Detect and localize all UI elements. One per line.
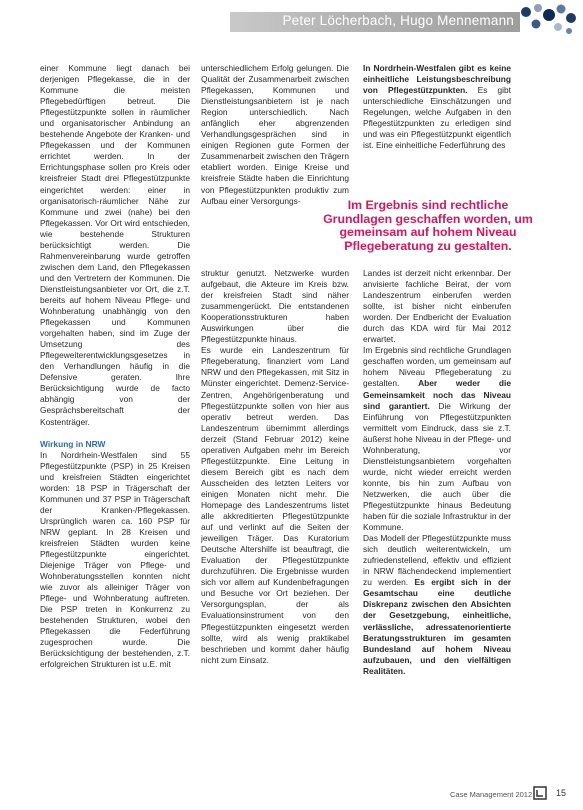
text: Im Ergebnis sind rechtliche Grundlagen geschaffen worden, um gemeinsam auf hohem Niveau Pflegeberatung zu gestalten. bbox=[363, 345, 511, 389]
dot-pattern-icon bbox=[516, 2, 578, 36]
text: Das Modell der Pflegestützpunkte muss sich deutlich weiterentwickeln, um zufriedenstellend, effektiv und effizient in NRW flächendeckend implementiert zu werden. bbox=[363, 533, 511, 588]
paragraph: In Nordrhein-Westfalen sind 55 Pflegestützpunkte (PSP) in 25 Kreisen und kreisfreien Städten eingerichtet worden: 18 PSP in Trägerschaft der Kommunen und 37 PSP in Trägerschaft der Kranken-/Pflegekassen. Ursprünglich waren ca. 160 PSP für NRW geplant. In 28 Kreisen und kreisfreien Städten wurden keine Pflegestützpunkte eingerichtet. Diejenige Träger von Pflege- und Wohnberatungsstellen konnten nicht wie zuvor als alleiniger Träger von Pflege- und Wohnberatung auftreten. Die PSP treten in Konkurrenz zu bestehenden Strukturen, wobei den Pflegekassen die Federführung zugesprochen wurde. Die Berücksichtigung der bestehenden, z.T. erfolgreichen Strukturen ist u.E. mit bbox=[40, 449, 190, 670]
text: Die Wirkung der Einführung von Pflegestützpunkten vermittelt vom Eindruck, dass sie z.T. äußerst hohe Niveau in der Pflege- und Wohnberatung, vor Dienstleistungsanbietern vorgehalten wurde, nicht wieder erreicht werden konnte, bis hin zum Aufbau von Netzwerken, die auch über die Pflegestützpunkte hinaus Bedeutung haben für die soziale Infrastruktur in der Kommune. bbox=[363, 400, 511, 533]
paragraph bbox=[363, 345, 511, 533]
footer-magazine: Case Management 2012 bbox=[450, 790, 533, 799]
paragraph: einer Kommune liegt danach bei derjenigen Pflegekasse, die in der Kommune die meisten Pflegebedürftigen betreut. Die Pflegestützpunkte sollen in räumlicher und organisatorischer Anbindung an bestehende Angebote der Kranken- und Pflegekassen und der Kommunen errichtet werden. In der Errichtungsphase sollen pro Kreis oder kreisfreier Stadt drei Pflegestützpunkte eingerichtet werden: einer in organisatorisch-räumlicher Nähe zur Kommune und zwei (nahe) bei den Pflegekassen. Vor Ort wird entschieden, wie bestehende Strukturen berücksichtigt werden. Die Rahmenvereinbarung wurde getroffen zwischen dem Land, den Pflegekassen und den Vertretern der Kommunen. Die Dienstleistungsanbieter vor Ort, die z.T. bereits auf hohem Niveau Pflege- und Wohnberatung unabhängig von den Pflegekassen und Kommunen vorgehalten haben, sind im Zuge der Umsetzung des Pflegeweiterentwicklungsgesetzes in den Verhandlungen häufig in die Defensive geraten. Ihre Berücksichtigung wurde de facto abhängig von der Gesprächsbereitschaft der Kostenträger. bbox=[40, 63, 190, 427]
page-number: 15 bbox=[556, 788, 567, 798]
paragraph: Es wurde ein Landeszentrum für Pflegeberatung, finanziert vom Land NRW und den Pflegekassen, mit Sitz in Münster eingerichtet. Demenz-Service-Zentren, Angehörigenberatung und Pflegestützpunkte sollen von hier aus operativ betreut werden. Das Landeszentrum übernimmt allerdings derzeit (Stand Februar 2012) keine operativen Aufgaben mehr im Bereich Pflegestützpunkte. Eine Leitung in diesem Bereich gibt es nach dem Ausscheiden des letzten Leiters vor einigen Monaten nicht mehr. Die Homepage des Landeszentrums listet alle akkreditierten Pflegestützpunkte auf und verlinkt auf die Seiten der jeweiligen Träger. Das Kuratorium Deutsche Altershilfe ist beauftragt, die Evaluation der Pflegestützpunkte durchzuführen. Die Ergebnisse wurden sich vor allem auf Kundenbefragungen und Besuche vor Ort beziehen. Der Versorgungsplan, der als Evaluationsinstrument von den Pflegestützpunkten eingesetzt werden sollte, wird als wenig praktikabel beschrieben und kommt daher häufig nicht zum Einsatz. bbox=[201, 345, 349, 665]
section-heading: Wirkung in NRW bbox=[40, 438, 106, 449]
paragraph: struktur genutzt. Netzwerke wurden aufgebaut, die Akteure im Kreis bzw. der kreisfreien Stadt sind näher zusammengerückt. Die entstandenen Kooperationsstrukturen haben Auswirkungen über die Pflegestützpunkte hinaus. bbox=[201, 268, 349, 345]
paragraph bbox=[363, 533, 511, 677]
header-bar bbox=[230, 12, 520, 32]
pull-quote: Im Ergebnis sind rechtliche Grundlagen geschaffen worden, um gemeinsam auf hohem Niveau Pflegeberatung zu gestalten. bbox=[318, 196, 538, 256]
column-2 bbox=[201, 63, 349, 783]
paragraph: unterschiedlichem Erfolg gelungen. Die Qualität der Zusammenarbeit zwischen Pflegekassen, Kommunen und Dienstleistungsanbietern ist je nach Region unterschiedlich. Nach anfänglich eher abgrenzenden Verhandlungsgesprächen sind in einigen Regionen gute Formen der Zusammenarbeit zwischen den Trägern etabliert worden. Einige Kreise und kreisfreie Städte haben die Einrichtung von Pflegestützpunkten produktiv zum Aufbau einer Versorgungs- bbox=[201, 63, 349, 206]
bold-text: Es ergibt sich in der Gesamtschau eine deutliche Diskrepanz zwischen den Absichten der Gesetzgebung, einheitliche, verlässliche, adressatenorientierte Beratungsstrukturen im gesamten Bundesland auf hohem Niveau aufzubauen, und den vielfältigen Realitäten. bbox=[363, 577, 511, 676]
bold-text: Aber weder die Gemeinsamkeit noch das Niveau sind garantiert. bbox=[363, 378, 511, 411]
text: Es gibt unterschiedliche Einschätzungen und Regelungen, welche Aufgaben in den Pflegestützpunkten zu erledigen sind und was ein Pflegestützpunkt eigentlich ist. Eine einheitliche Federführung des bbox=[363, 85, 511, 151]
paragraph: Landes ist derzeit nicht erkennbar. Der anvisierte fachliche Beirat, der vom Landeszentrum einberufen werden sollte, ist bisher nicht einberufen worden. Der Endbericht der Evaluation durch das KDA wird für Mai 2012 erwartet. bbox=[363, 268, 511, 345]
magazine-logo-icon bbox=[533, 786, 547, 800]
bold-text: In Nordrhein-Westfalen gibt es keine einheitliche Leistungsbeschreibung von Pflegestützpunkten. bbox=[363, 63, 511, 96]
column-1 bbox=[40, 63, 190, 783]
header-authors: Peter Löcherbach, Hugo Mennemann bbox=[282, 13, 514, 28]
paragraph bbox=[363, 63, 511, 151]
column-3 bbox=[363, 63, 511, 783]
